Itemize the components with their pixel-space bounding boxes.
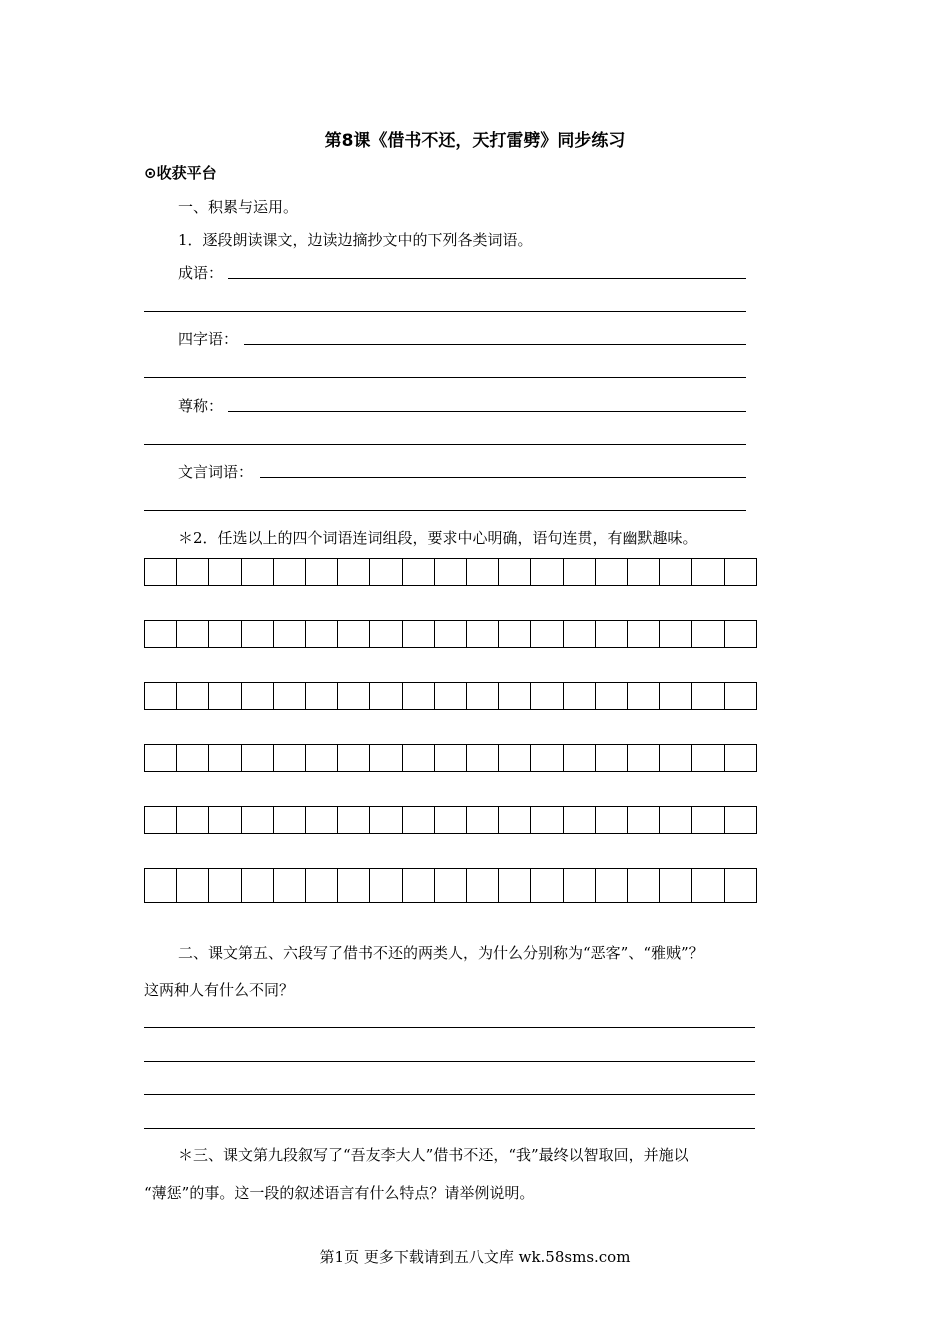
grid-cell	[177, 620, 209, 648]
grid-cell	[628, 682, 660, 710]
grid-cell	[628, 620, 660, 648]
grid-cell	[725, 558, 757, 586]
grid-cell	[145, 558, 177, 586]
grid-cell	[725, 868, 757, 903]
grid-cell	[596, 744, 628, 772]
grid-cell	[274, 558, 306, 586]
grid-cell	[660, 620, 692, 648]
answer-line	[144, 377, 746, 378]
grid-cell	[209, 806, 241, 834]
grid-cell	[145, 620, 177, 648]
writing-grid-row	[144, 806, 757, 834]
question-1: 1．逐段朗读课文，边读边摘抄文中的下列各类词语。	[178, 231, 533, 249]
grid-cell	[209, 682, 241, 710]
question-part2-line1: 二、课文第五、六段写了借书不还的两类人，为什么分别称为“恶客”、“雅贼”？	[178, 944, 704, 962]
grid-cell	[531, 558, 563, 586]
answer-line	[244, 344, 746, 345]
grid-cell	[242, 744, 274, 772]
grid-cell	[306, 620, 338, 648]
grid-cell	[499, 806, 531, 834]
answer-line	[228, 411, 746, 412]
grid-cell	[209, 744, 241, 772]
grid-cell	[274, 806, 306, 834]
grid-cell	[467, 868, 499, 903]
grid-cell	[177, 806, 209, 834]
grid-cell	[242, 620, 274, 648]
grid-cell	[596, 868, 628, 903]
grid-cell	[725, 744, 757, 772]
grid-cell	[660, 806, 692, 834]
question-part3-line1: ＊三、课文第九段叙写了“吾友李大人”借书不还，“我”最终以智取回，并施以	[178, 1146, 689, 1164]
grid-cell	[692, 620, 724, 648]
grid-cell	[467, 744, 499, 772]
grid-cell	[692, 744, 724, 772]
writing-grid-row	[144, 744, 757, 772]
grid-cell	[177, 558, 209, 586]
grid-cell	[596, 558, 628, 586]
grid-cell	[596, 682, 628, 710]
grid-cell	[435, 682, 467, 710]
grid-cell	[660, 558, 692, 586]
grid-cell	[370, 682, 402, 710]
answer-line	[260, 477, 746, 478]
grid-cell	[370, 868, 402, 903]
grid-cell	[499, 868, 531, 903]
grid-cell	[306, 868, 338, 903]
grid-cell	[564, 620, 596, 648]
section-heading: ⊙收获平台	[144, 164, 217, 182]
grid-cell	[531, 868, 563, 903]
page-footer: 第1页 更多下载请到五八文库 wk.58sms.com	[319, 1248, 631, 1266]
grid-cell	[403, 620, 435, 648]
grid-cell	[564, 558, 596, 586]
grid-cell	[177, 682, 209, 710]
grid-cell	[338, 682, 370, 710]
grid-cell	[660, 682, 692, 710]
grid-cell	[435, 620, 467, 648]
grid-cell	[274, 620, 306, 648]
grid-cell	[467, 558, 499, 586]
grid-cell	[242, 558, 274, 586]
grid-cell	[725, 620, 757, 648]
grid-cell	[274, 744, 306, 772]
grid-cell	[274, 868, 306, 903]
grid-cell	[467, 620, 499, 648]
grid-cell	[692, 558, 724, 586]
grid-cell	[692, 806, 724, 834]
answer-line	[144, 1128, 755, 1129]
answer-line	[144, 444, 746, 445]
grid-cell	[531, 620, 563, 648]
grid-cell	[499, 558, 531, 586]
grid-cell	[499, 620, 531, 648]
grid-cell	[209, 868, 241, 903]
grid-cell	[596, 806, 628, 834]
grid-cell	[338, 868, 370, 903]
answer-line	[144, 1061, 755, 1062]
label-idioms: 成语：	[178, 264, 224, 282]
grid-cell	[306, 806, 338, 834]
answer-line	[144, 1094, 755, 1095]
label-honorifics: 尊称：	[178, 397, 224, 415]
grid-cell	[628, 558, 660, 586]
grid-cell	[403, 558, 435, 586]
grid-cell	[692, 682, 724, 710]
grid-cell	[145, 806, 177, 834]
grid-cell	[467, 806, 499, 834]
grid-cell	[370, 620, 402, 648]
writing-grid-row	[144, 682, 757, 710]
grid-cell	[209, 620, 241, 648]
grid-cell	[692, 868, 724, 903]
answer-line	[144, 311, 746, 312]
grid-cell	[435, 868, 467, 903]
label-four-char: 四字语：	[178, 330, 239, 348]
writing-grid-row	[144, 868, 757, 903]
grid-cell	[499, 744, 531, 772]
answer-line	[228, 278, 746, 279]
grid-cell	[177, 868, 209, 903]
grid-cell	[467, 682, 499, 710]
page-title: 第8课《借书不还，天打雷劈》同步练习	[324, 131, 626, 151]
grid-cell	[403, 868, 435, 903]
grid-cell	[274, 682, 306, 710]
grid-cell	[531, 806, 563, 834]
grid-cell	[177, 744, 209, 772]
grid-cell	[306, 682, 338, 710]
grid-cell	[306, 744, 338, 772]
grid-cell	[725, 682, 757, 710]
grid-cell	[370, 558, 402, 586]
grid-cell	[435, 806, 467, 834]
grid-cell	[564, 682, 596, 710]
question-part3-line2: “薄惩”的事。这一段的叙述语言有什么特点？请举例说明。	[144, 1184, 535, 1202]
question-part2-line2: 这两种人有什么不同？	[144, 981, 295, 999]
grid-cell	[499, 682, 531, 710]
grid-cell	[338, 620, 370, 648]
question-2: ＊2．任选以上的四个词语连词组段，要求中心明确，语句连贯，有幽默趣味。	[178, 529, 698, 547]
grid-cell	[564, 744, 596, 772]
grid-cell	[242, 806, 274, 834]
grid-cell	[660, 868, 692, 903]
grid-cell	[242, 682, 274, 710]
grid-cell	[403, 744, 435, 772]
answer-line	[144, 1027, 755, 1028]
grid-cell	[403, 806, 435, 834]
grid-cell	[338, 744, 370, 772]
grid-cell	[435, 744, 467, 772]
grid-cell	[628, 806, 660, 834]
grid-cell	[628, 868, 660, 903]
grid-cell	[370, 744, 402, 772]
grid-cell	[531, 682, 563, 710]
grid-cell	[338, 558, 370, 586]
grid-cell	[628, 744, 660, 772]
grid-cell	[596, 620, 628, 648]
grid-cell	[660, 744, 692, 772]
grid-cell	[725, 806, 757, 834]
grid-cell	[403, 682, 435, 710]
grid-cell	[145, 744, 177, 772]
grid-cell	[338, 806, 370, 834]
answer-line	[144, 510, 746, 511]
grid-cell	[145, 682, 177, 710]
grid-cell	[564, 806, 596, 834]
grid-cell	[564, 868, 596, 903]
grid-cell	[306, 558, 338, 586]
grid-cell	[531, 744, 563, 772]
writing-grid-row	[144, 620, 757, 648]
label-classical-words: 文言词语：	[178, 463, 254, 481]
writing-grid-row	[144, 558, 757, 586]
grid-cell	[145, 868, 177, 903]
part1-heading: 一、积累与运用。	[178, 198, 299, 216]
grid-cell	[370, 806, 402, 834]
grid-cell	[435, 558, 467, 586]
grid-cell	[242, 868, 274, 903]
grid-cell	[209, 558, 241, 586]
